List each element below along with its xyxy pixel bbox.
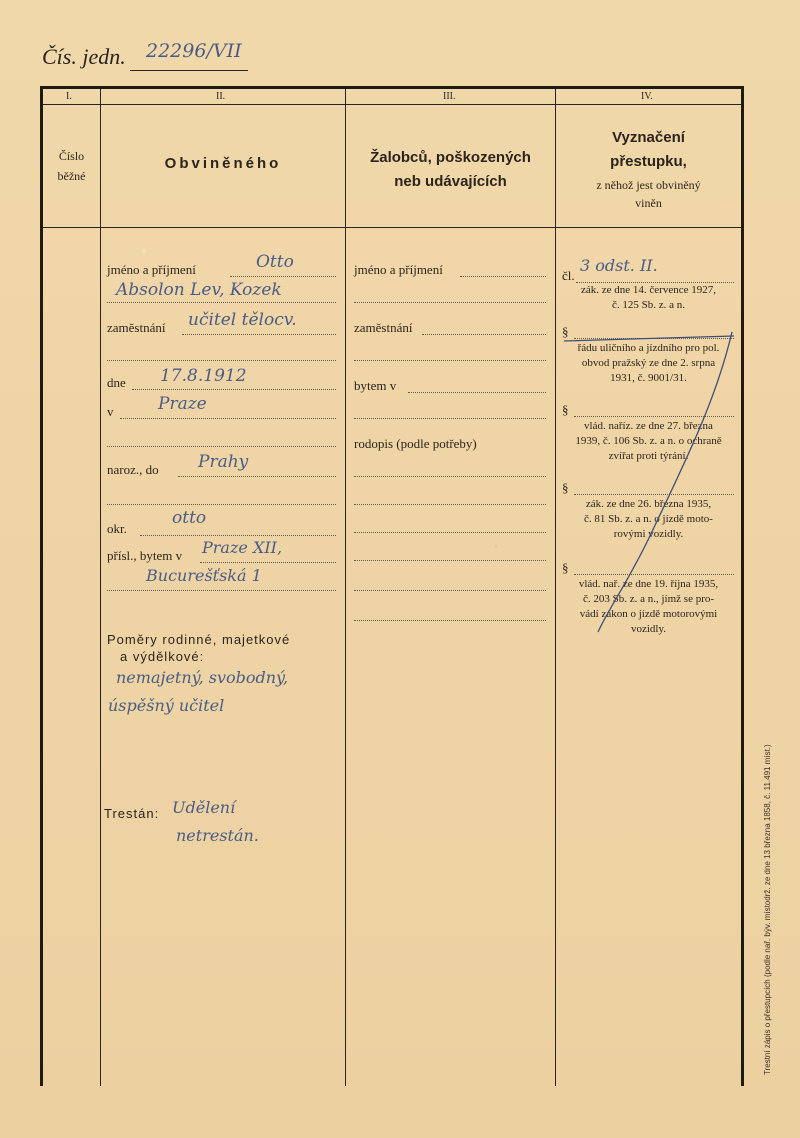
accused-street-dots [107, 590, 336, 591]
header-col3 [346, 146, 555, 194]
offence-law-3-line1: vlád. naříz. ze dne 27. března [584, 420, 713, 432]
header-col1-line1: Číslo [58, 149, 85, 163]
accused-name-label: jméno a příjmení [107, 262, 196, 277]
accused-place-label: v [107, 404, 114, 419]
table-right-border [741, 86, 744, 1086]
divider-col2 [345, 89, 346, 1086]
header-col4-line4: viněn [635, 196, 662, 210]
offence-law-1-line2: č. 125 Sb. z. a n. [611, 299, 685, 311]
accused-occupation-dots [182, 334, 336, 335]
complainant-dots-9 [354, 620, 546, 621]
complainant-dots-4 [354, 476, 546, 477]
header-bottom-line [43, 227, 741, 228]
accused-district: otto [172, 508, 207, 528]
offence-law-5-line2: č. 203 Sb. z. a n., jímž se pro- [582, 593, 715, 605]
accused-family-label-1: Poměry rodinné, majetkové [107, 632, 291, 647]
complainant-dots-3 [354, 418, 546, 419]
strike-through-marks [556, 240, 741, 640]
accused-domicile: Prahy [198, 452, 249, 472]
accused-residence-label: přísl., bytem v [107, 548, 183, 563]
offence-section-2: § [562, 324, 569, 339]
accused-family-2: úspěšný učitel [108, 696, 225, 715]
accused-domicile-dots [178, 476, 336, 477]
offence-law-2-line3: 1931, č. 9001/31. [610, 372, 687, 384]
accused-date-label: dne [107, 375, 126, 390]
header-col4-line3: z něhož jest obviněný [596, 178, 701, 192]
accused-blank-dots-3 [107, 504, 336, 505]
offence-law-2-line1: řádu uličního a jízdního pro pol. [577, 342, 720, 354]
complainant-occupation-label: zaměstnání [354, 320, 413, 335]
accused-residence-dots [200, 562, 336, 563]
complainant-dots-2 [354, 360, 546, 361]
complainant-dots-7 [354, 560, 546, 561]
offence-law-2-line2: obvod pražský ze dne 2. srpna [581, 357, 716, 369]
col4-roman: IV. [641, 91, 653, 102]
accused-district-dots [140, 535, 336, 536]
accused-punished-2: netrestán. [176, 826, 259, 845]
offence-section-3: § [562, 402, 569, 417]
reference-number: 22296/VII [146, 40, 242, 62]
accused-place: Praze [158, 394, 207, 414]
strike-line-diagonal [598, 332, 732, 632]
accused-surname-dots [107, 302, 336, 303]
complainant-residence-dots [408, 392, 546, 393]
complainant-description-label: rodopis (podle potřeby) [354, 436, 477, 451]
accused-punished-1: Udělení [172, 798, 236, 817]
accused-date: 17.8.1912 [160, 366, 247, 386]
complainant-residence-label: bytem v [354, 378, 397, 393]
complainant-dots-8 [354, 590, 546, 591]
offence-law-3-line3: zvířat proti týrání. [608, 450, 689, 462]
header-col1-line2: běžné [57, 169, 86, 183]
accused-blank-dots-1 [107, 360, 336, 361]
offence-article-prefix: čl. [562, 268, 575, 283]
accused-district-label: okr. [107, 521, 127, 536]
header-col4-line2: přestupku, [610, 153, 687, 170]
header-col4 [556, 126, 741, 212]
strike-line-horizontal [564, 336, 734, 341]
complainant-name-label: jméno a příjmení [354, 262, 443, 277]
header-col3-line2: neb udávajících [394, 173, 507, 190]
complainant-name-dots [460, 276, 546, 277]
accused-first-name: Otto [256, 252, 294, 272]
offence-law-3-line2: 1939, č. 106 Sb. z. a n. o ochraně [575, 435, 722, 447]
table-top-border [40, 86, 744, 89]
offence-section-4: § [562, 480, 569, 495]
accused-domicile-label: naroz., do [107, 462, 159, 477]
header-col4-line1: Vyznačení [612, 129, 685, 146]
accused-punished-label: Trestán: [104, 806, 160, 821]
offence-law-1-line1: zák. ze dne 14. července 1927, [581, 284, 716, 296]
table-left-border [40, 86, 43, 1086]
accused-place-dots [120, 418, 336, 419]
offence-article: 3 odst. II. [580, 256, 658, 275]
reference-label: Čís. jedn. [42, 44, 126, 69]
reference-underline [130, 70, 248, 71]
footer-vertical-text: Trestní zápis o přestupcích (podle nař. býv. místodrž. ze dne 13 března 1858, č. 11.491 míst.) [763, 744, 772, 1075]
col2-roman: II. [216, 91, 226, 102]
col3-roman: III. [443, 91, 456, 102]
offence-law-4-line3: rovými vozidly. [613, 528, 684, 540]
accused-surname: Absolon Lev, Kozek [116, 280, 282, 300]
accused-family-label-2: a výdělkové: [120, 649, 205, 664]
accused-street: Bucurešťská 1 [146, 566, 262, 585]
header-col3-line1: Žalobců, poškozených [370, 149, 531, 166]
divider-col1 [100, 89, 101, 1086]
accused-blank-dots-2 [107, 446, 336, 447]
offence-section-5: § [562, 560, 569, 575]
accused-name-dots [230, 276, 336, 277]
offence-law-5-line4: vozidly. [630, 623, 667, 635]
complainant-occupation-dots [422, 334, 546, 335]
complainant-dots-1 [354, 302, 546, 303]
offence-law-5-line1: vlád. nař. ze dne 19. října 1935, [578, 578, 719, 590]
header-col2: Obviněného [164, 155, 282, 172]
col1-roman: I. [66, 91, 72, 102]
offence-law-5-line3: vádí zákon o jízdě motorovými [579, 608, 718, 620]
complainant-dots-6 [354, 532, 546, 533]
header-col1 [43, 146, 100, 186]
offence-law-4-line2: č. 81 Sb. z. a n. o jízdě moto- [584, 513, 713, 525]
roman-row-line [43, 104, 741, 105]
accused-residence: Praze XII, [202, 538, 283, 557]
complainant-dots-5 [354, 504, 546, 505]
accused-occupation-label: zaměstnání [107, 320, 166, 335]
accused-occupation: učitel tělocv. [188, 310, 297, 330]
offence-law-4-line1: zák. ze dne 26. března 1935, [585, 498, 712, 510]
accused-date-dots [132, 389, 336, 390]
accused-family-1: nemajetný, svobodný, [116, 668, 289, 687]
